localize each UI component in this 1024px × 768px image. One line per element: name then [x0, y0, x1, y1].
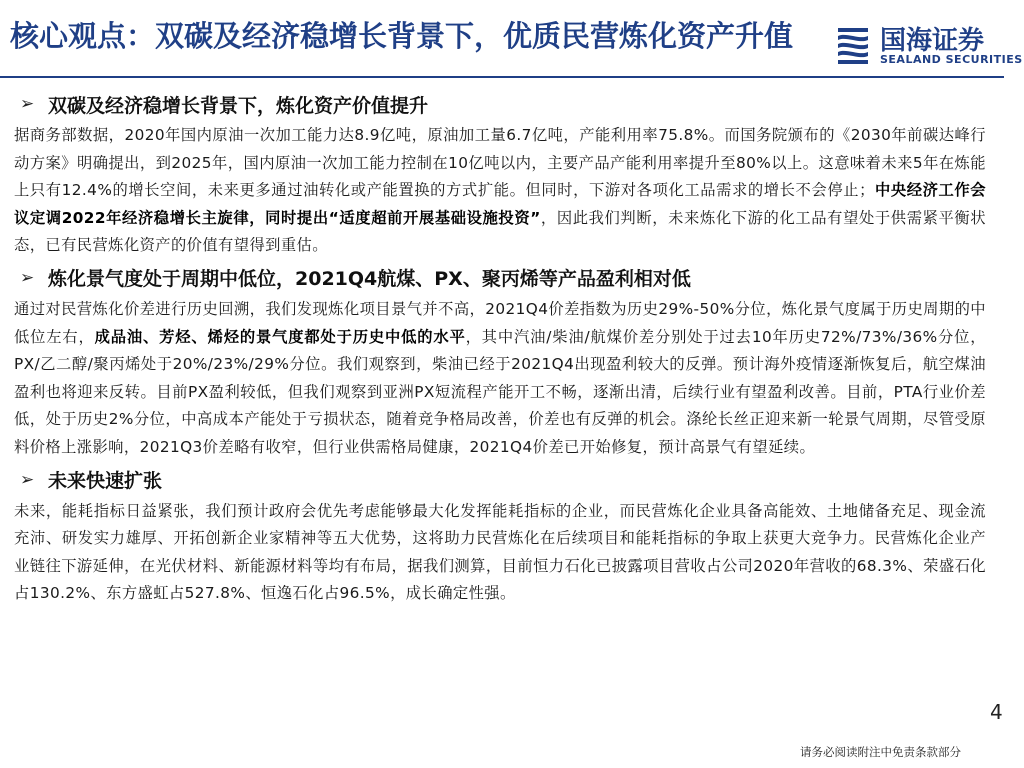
slide-header	[0, 0, 1024, 80]
section-paragraph-1	[14, 122, 986, 260]
section-heading-text: 双碳及经济稳增长背景下，炼化资产价值提升	[48, 94, 429, 117]
paragraph-bold-text: 中央经济工作会议定调2022年经济稳增长主旋律，同时提出“适度超前开展基础设施投资”	[14, 181, 986, 227]
section-heading-2	[14, 260, 986, 296]
page-title: 核心观点：双碳及经济稳增长背景下，优质民营炼化资产升值	[10, 19, 794, 53]
section-heading-1	[14, 86, 986, 122]
paragraph-text: ，因此我们判断，未来炼化下游的化工品有望处于供需紧平衡状态，已有民营炼化资产的价值有望得到重估。	[14, 208, 987, 255]
disclaimer-note: 请务必阅读附注中免责条款部分	[800, 745, 961, 759]
paragraph-text: 通过对民营炼化价差进行历史回溯，我们发现炼化项目景气并不高，2021Q4价差指数为历史29%-50%分位，炼化景气度属于历史周期的中低位左右，	[14, 299, 986, 346]
section-heading-text: 未来快速扩张	[48, 470, 163, 493]
section-paragraph-3	[14, 498, 986, 608]
paragraph-text: 据商务部数据，2020年国内原油一次加工能力达8.9亿吨，原油加工量6.7亿吨，产能利用率75.8%。而国务院颁布的《2030年前碳达峰行动方案》明确提出，到2025年，国内原油一次加工能力控制在10亿吨以内，主要产品产能利用率提升至80%以上。这意味着未来5年在炼能上只有12.4%的增长空间，未来更多通过油转化或产能置换的方式扩能。但同时，下游对各项化工品需求的增长不会停止；	[14, 126, 986, 200]
arrow-bullet-icon: ➢	[20, 469, 35, 490]
main-content	[14, 86, 986, 608]
logo-chinese-name: 国海证券	[880, 26, 985, 56]
header-divider	[0, 76, 1004, 78]
paragraph-text: 未来，能耗指标日益紧张，我们预计政府会优先考虑能够最大化发挥能耗指标的企业，而民营炼化企业具备高能效、土地储备充足、现金流充沛、研发实力雄厚、开拓创新企业家精神等五大优势，这将助力民营炼化在后续项目和能耗指标的争取上获更大竞争力。民营炼化企业产业链往下游延伸，在光伏材料、新能源材料等均有布局，据我们测算，目前恒力石化已披露项目营收占公司2020年营收的68.3%、荣盛石化占130.2%、东方盛虹占527.8%、恒逸石化占96.5%，成长确定性强。	[14, 501, 986, 603]
sealand-logo-icon	[834, 22, 872, 66]
arrow-bullet-icon: ➢	[20, 94, 35, 114]
paragraph-bold-text: 成品油、芳烃、烯烃的景气度都处于历史中低的水平	[94, 327, 466, 346]
arrow-bullet-icon: ➢	[20, 267, 35, 288]
section-paragraph-2	[14, 296, 986, 462]
section-heading-3	[14, 462, 986, 498]
section-heading-text: 炼化景气度处于周期中低位，2021Q4航煤、PX、聚丙烯等产品盈利相对低	[48, 268, 691, 291]
paragraph-text: ，其中汽油/柴油/航煤价差分别处于过去10年历史72%/73%/36%分位，PX/乙二醇/聚丙烯处于20%/23%/29%分位。我们观察到，柴油已经于2021Q4出现盈利较大的反弹。预计海外疫情逐渐恢复后，航空煤油盈利也将迎来反转。目前PX盈利较低，但我们观察到亚洲PX短流程产能开工不畅，逐渐出清，后续行业有望盈利改善。目前，PTA行业价差低，处于历史2%分位，中高成本产能处于亏损状态，随着竞争格局改善，价差也有反弹的机会。涤纶长丝正迎来新一轮景气周期，尽管受原料价格上涨影响，2021Q3价差略有收窄，但行业供需格局健康，2021Q4价差已开始修复，预计高景气有望延续。	[14, 327, 986, 456]
logo-english-name: SEALAND SECURITIES	[880, 53, 1023, 66]
company-logo	[834, 18, 1023, 74]
page-number: 4	[990, 700, 1003, 724]
